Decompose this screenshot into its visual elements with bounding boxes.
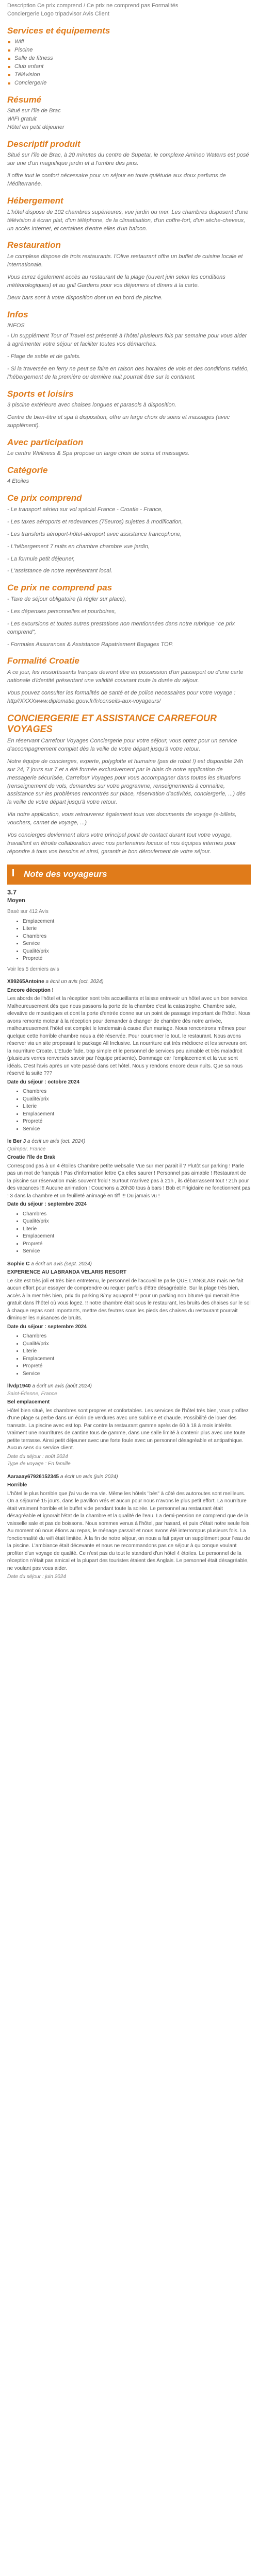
formalite-title: Formalité Croatie <box>7 656 79 666</box>
notes-header-bar <box>7 865 251 885</box>
review-item <box>7 1261 251 1378</box>
review-date-label: Date du séjour : juin 2024 <box>7 1574 66 1580</box>
service-item: Piscine <box>7 46 251 55</box>
review-date-label: Date du séjour : septembre 2024 <box>7 1324 87 1330</box>
review-item <box>7 978 251 1133</box>
prix-comprend-line: - L'hébergement 7 nuits en chambre chambre vue jardin, <box>7 543 150 550</box>
review-trip-type-label: Type de voyage : <box>7 1461 46 1467</box>
review-criterion: • Service <box>23 1370 251 1378</box>
formalite-paragraph: A ce jour, les ressortissants français devront être en possession d'un passeport ou d'une carte nationale d'identité présentant une validité couvrant toute la durée du séjour. <box>7 669 244 684</box>
restauration-title: Restauration <box>7 240 61 250</box>
review-body: Hôtel bien situé, les chambres sont propres et confortables. Les services de l'hôtel très bien, vous profitez d'une plage superbe dans un écrin de verdures avec une sublime et chaude. Possibilité de louer des transats. La piscine avec est top. Par contre la restaurant gamme après de 60 à 18 à mois intérêts vraiment une nourritures de cantine tous de gamme, dans une salle limité à contenir plus avec une toute petite terrasse. Ainsi petit déjeuner avec une forte foule avec un personnel désagréable et antipathique. Aucun sens du service client. <box>7 1408 249 1451</box>
review-author-line <box>7 1261 251 1268</box>
prix-ne-comprend-line: - Les excursions et toutes autres prestations non mentionnées dans notre rubrique "ce prix comprend", <box>7 620 235 635</box>
service-item: Conciergerie <box>7 79 251 88</box>
review-author: X99265Antoine <box>7 979 44 985</box>
prix-ne-comprend-line: - Formules Assurances & Assistance Rapatriement Bagages TOP. <box>7 641 173 648</box>
categorie-title: Catégorie <box>7 465 48 476</box>
see-all-reviews-link[interactable]: Voir les 5 derniers avis <box>7 966 59 972</box>
review-title: Croatie l'île de Brak <box>7 1155 55 1161</box>
conciergerie-paragraph: Notre équipe de concierges, experte, polyglotte et humaine (pas de robot !) est disponible 24h sur 24, 7 jours sur 7 et a été formée exclusivement par le biais de notre application de messagerie sécurisée, Carrefour Voyages pour vous accompagner dans toutes les situations (renseignement de vols, demandes sur votre programme, renseignements à connaitre, assistance sur les problèmes rencontrés sur place, réservation d'activités, conciergerie, ...) dès la veille de votre départ jusqu'à votre retour. <box>7 758 246 806</box>
service-item: Salle de fitness <box>7 55 251 63</box>
rating-label: Moyen <box>7 897 25 904</box>
review-item <box>7 1383 251 1468</box>
sports-paragraph: Centre de bien-être et spa à disposition, offre un large choix de soins et massages (avec supplément). <box>7 414 230 429</box>
review-item <box>7 1138 251 1256</box>
conciergerie-title: CONCIERGERIE ET ASSISTANCE CARREFOUR VOYAGES <box>7 713 217 735</box>
review-criterion: • Emplacement <box>23 1233 251 1241</box>
review-title: EXPERIENCE AU LABRANDA VELARIS RESORT <box>7 1269 126 1276</box>
review-author: Sophie C <box>7 1261 30 1267</box>
restauration-paragraph: Vous aurez également accès au restaurant de la plage (ouvert juin selon les conditions météorologiques) et au grill Gardens pour vos déjeuners et dîners à la carte. <box>7 274 225 289</box>
intro-line-1: Description Ce prix comprend / Ce prix ne comprend pas Formalités <box>7 3 179 9</box>
resume-line: WIFI gratuit <box>7 116 37 123</box>
rating-criterion: • Service <box>23 940 251 948</box>
intro-line-2: Conciergerie Logo tripadvisor Avis Client <box>7 10 109 17</box>
restauration-paragraph: Deux bars sont à votre disposition dont un en bord de piscine. <box>7 294 163 301</box>
review-body: Le site est très joli et très bien entretenu, le personnel de l'accueil te parle QUE L'ANGLAIS mais ne fait aucun effort pour essayer de comprendre ou requer parfois d'être désagréable. Sur la plage très bien, accès à la mer très bien, prix du parking 8/my aquaprof !!! pour un parking non bitumé qui merrait être gratuit dans l'hôtel où vous logez. !! notre chambre était sous le restaurant, les bruits des chaises sur le sol à chaque repas sont importants, mettre des feutres sous les pieds des chaises du restaurant pourrait diminuer les nuisances de bruits. <box>7 1278 251 1321</box>
conciergerie-paragraph: Vos concierges deviennent alors votre principal point de contact durant tout votre voyage, travaillant en étroite collaboration avec nos partenaires locaux et nos équipes internes pour répondre à tous vos besoins et ainsi, garantir le bon déroulement de votre séjour. <box>7 832 236 855</box>
review-author: llvdp1940 <box>7 1383 31 1389</box>
rating-criterion: • Qualité/prix <box>23 948 251 956</box>
prix-comprend-title: Ce prix comprend <box>7 493 82 503</box>
review-written: a écrit un avis (oct. 2024) <box>27 1139 86 1145</box>
review-author: Aaraaay67926152345 <box>7 1473 59 1480</box>
review-written: a écrit un avis (sept. 2024) <box>31 1261 92 1267</box>
rating-criterion: • Propreté <box>23 955 251 963</box>
review-date <box>7 1573 251 1581</box>
descriptif-paragraph: Situé sur l'île de Brac, à 20 minutes du centre de Supetar, le complexe Amineo Waterrs est posé sur une d'un magnifique jardin et à l'ombre des pins. <box>7 152 249 167</box>
review-criterion: • Literie <box>23 1226 251 1233</box>
prix-comprend-line: - Les taxes aéroports et redevances (75euros) sujettes à modification, <box>7 518 183 525</box>
review-body: L'hôtel le plus horrible que j'ai vu de ma vie. Même les hôtels "bés" à côté des autoroutes sont meilleurs. On a séjourné 15 jours, dans le pavillon vrés et aucun pour nous n'avons le plus petit effort. La nourriture était vraiment horrible et le buffet vide pendant toute la soirée. Le personnel au restaurant était désagréable et ignorait l'état de la chambre et la qualité de l'eau. La demi-pension ne comprend que de la vaisselle sale et pas de boissons. Nous sommes venus à l'hôtel, par hasard, et puis c'était notre seule fois. Au moment où nous étions au repas, le ménage passait et nous avons été interrompus plusieurs fois. La fonctionnalité du wifi était limitée. À la fin de notre séjour, on nous a fait payer un supplément pour l'eau de la piscine. L'ambiance était décevante et nous ne recommandons pas ce séjour à quiconque voulant profiter d'un voyage de qualité. Ce n'est pas du tout le standard d'un hôtel 4 étoiles. Le personnel de la réception n'était pas amical et la plupart des touristes étaient des Anglais. Le personnel était désagréable, ne voulant pas vous aider. <box>7 1490 251 1571</box>
resume-title: Résumé <box>7 94 42 105</box>
review-criteria-list <box>7 1088 251 1133</box>
prix-comprend-line: - La formule petit déjeuner, <box>7 555 75 562</box>
review-criterion: • Emplacement <box>23 1111 251 1118</box>
review-author-line <box>7 1138 251 1146</box>
hebergement-paragraph: L'hôtel dispose de 102 chambres supérieures, vue jardin ou mer. Les chambres disposent d'une télévision à écran plat, d'un téléphone, de la climatisation, d'un coffre-fort, d'un sèche-cheveux, un accès Internet, et certaines d'entre elles d'un balcon. <box>7 209 249 232</box>
descriptif-title: Descriptif produit <box>7 139 80 149</box>
resume-line: Situé sur l'île de Brac <box>7 108 61 114</box>
rating-criterion: • Emplacement <box>23 918 251 926</box>
review-criterion: • Chambres <box>23 1211 251 1218</box>
rating-criterion: • Chambres <box>23 933 251 941</box>
rating-criterion: • Literie <box>23 925 251 933</box>
review-written: a écrit un avis (août 2024) <box>32 1383 92 1389</box>
services-list <box>7 38 251 88</box>
resume-block <box>7 107 251 132</box>
infos-title: Infos <box>7 309 28 319</box>
services-title: Services et équipements <box>7 25 110 36</box>
review-criterion: • Propreté <box>23 1118 251 1126</box>
sports-paragraph: 3 piscine extérieure avec chaises longues et parasols à disposition. <box>7 401 176 408</box>
review-criterion: • Qualité/prix <box>23 1096 251 1104</box>
review-author-line <box>7 978 251 986</box>
rating-score: 3.7 <box>7 888 17 896</box>
conciergerie-paragraph: En réservant Carrefour Voyages Conciergerie pour votre séjour, vous optez pour un service d'accompagnement complet dès la veille de votre départ jusqu'à votre retour. <box>7 737 237 752</box>
review-written: a écrit un avis (oct. 2024) <box>45 979 104 985</box>
review-criteria-list <box>7 1333 251 1378</box>
review-date-label: Date du séjour : août 2024 <box>7 1453 68 1460</box>
review-criterion: • Service <box>23 1248 251 1256</box>
review-criterion: • Qualité/prix <box>23 1218 251 1226</box>
review-title: Bel emplacement <box>7 1399 50 1405</box>
review-criterion: • Literie <box>23 1103 251 1111</box>
service-item: Club enfant <box>7 63 251 71</box>
review-date-label: Date du séjour : octobre 2024 <box>7 1079 80 1085</box>
review-date-label: Date du séjour : septembre 2024 <box>7 1201 87 1208</box>
review-location: Saint-Étienne, France <box>7 1391 57 1397</box>
categorie-value: 4 Etoiles <box>7 478 29 485</box>
review-author: le Ber J <box>7 1139 26 1145</box>
conciergerie-paragraph: Via notre application, vous retrouverez également tous vos documents de voyage (e-billets, vouchers, carnet de voyage, ...) <box>7 811 237 826</box>
prix-ne-comprend-title: Ce prix ne comprend pas <box>7 583 112 593</box>
infos-subtitle: INFOS <box>7 322 25 329</box>
rating-summary <box>7 888 251 906</box>
review-title: Encore déception ! <box>7 987 54 993</box>
participation-paragraph: Le centre Wellness & Spa propose un large choix de soins et massages. <box>7 450 190 457</box>
notes-bar-icon <box>12 869 19 876</box>
review-body: Correspond pas à un 4 étoiles Chambre petite websalle Vue sur mer parait il ? Plutôt sur parking ! Parle pas un mot de français ! Pas d'information lettre Ça elles saurer ! Personnel pas aimable ! Restaurant de la piscine sur réservation mais souvent froid ! Surtout n'arrivez pas à 21h , ils débarrassent tout ! 21h pour des vacances !!! Aucune animation ! Couchons a 20h30 tous à bars ! Bob et Frigidaire ne fonctionnent pas ! 3 dans la chambre et un feuilleté animagé en tiff !!! Du jamais vu ! <box>7 1163 250 1199</box>
service-item: Wifi <box>7 38 251 46</box>
resume-line: Hôtel en petit déjeuner <box>7 124 64 131</box>
review-criterion: • Propreté <box>23 1363 251 1370</box>
infos-line: - Si la traversée en ferry ne peut se faire en raison des horaires de vols et des conditions météo, l'hébergement de la première ou dernière nuit pourrait être sur le continent. <box>7 365 249 380</box>
rating-criteria-list <box>7 918 251 963</box>
review-title: Horrible <box>7 1482 27 1488</box>
formalite-paragraph[interactable]: Vous pouvez consulter les formalités de santé et de police necessaires pour votre voyage : http//XXXXwww.diplomatie.gouv.fr/fr/conseils-aux-voyageurs/ <box>7 689 236 704</box>
review-date <box>7 1079 251 1087</box>
descriptif-paragraph: Il offre tout le confort nécessaire pour un séjour en toute quiétude aux doux parfums de Méditerranée. <box>7 173 226 188</box>
review-criterion: • Propreté <box>23 1241 251 1248</box>
prix-comprend-line: - L'assistance de notre représentant local. <box>7 568 112 574</box>
review-date <box>7 1324 251 1331</box>
rating-based-on: Basé sur 412 Avis <box>7 909 49 915</box>
review-criterion: • Chambres <box>23 1088 251 1096</box>
restauration-paragraph: Le complexe dispose de trois restaurants. l'Olive restaurant offre un buffet de cuisine locale et internationale. <box>7 253 243 268</box>
participation-title: Avec participation <box>7 437 84 447</box>
review-body: Les abords de l'hôtel et la réception sont très accueillants et laisse entrevoir un hôtel avec un bon service. Malheureusement dès que nous passons la porte de la chambre c'est la catastrophe. Chambre sale, elevative de moustiques et dont la porte d'entrée donne sur un point de passage important de l'hôtel. Nous avons remonte moteur à la réception pour demander à changer de chambre dès notre arrivée, malheureusement l'hôtel est complet le lendemain à cause d'un mariage. Nous rencontrons mêmes pour quelque cette horrible chambre nous a été réservée. Pour couronner le tout, le restaurant. Nous avons réserver via un site proposant le package All Inclusive. La nourriture est très médiocre et les serveurs ont la nourriture Croate. L'Etude fade, trop simple et le personnel de services peu aimable et très maladroit (plusieurs verres renversés savoir par l'équipe présente). Dommage car l'emplacement et la vue sont idéals. C'est l'avis après un vote passé dans cet hôtel. Nous y rendons encore deux nuits. Que sa nous réservé la suite ??? <box>7 996 251 1077</box>
prix-ne-comprend-line: - Taxe de séjour obligatoire (à régler sur place), <box>7 596 126 602</box>
review-item <box>7 1473 251 1581</box>
review-criterion: • Literie <box>23 1348 251 1355</box>
infos-line: - Un supplément Tour of Travel est présenté à l'hôtel plusieurs fois par semaine pour vous aider à agrémenter votre séjour et faciliter toutes vos démarches. <box>7 332 247 347</box>
review-criterion: • Chambres <box>23 1333 251 1341</box>
review-trip-type <box>7 1461 251 1468</box>
review-trip-type-value: En famille <box>47 1461 71 1467</box>
sports-title: Sports et loisirs <box>7 388 74 399</box>
prix-comprend-line: - Le transport aérien sur vol spécial France - Croatie - France, <box>7 506 163 513</box>
review-written: a écrit un avis (juin 2024) <box>60 1473 118 1480</box>
prix-comprend-line: - Les transferts aéroport-hôtel-aéroport avec assistance francophone, <box>7 531 182 537</box>
review-criterion: • Qualité/prix <box>23 1341 251 1348</box>
review-criterion: • Service <box>23 1126 251 1133</box>
review-criteria-list <box>7 1211 251 1256</box>
prix-ne-comprend-line: - Les dépenses personnelles et pourboires, <box>7 608 116 615</box>
review-author-line <box>7 1383 251 1391</box>
review-location: Quimper, France <box>7 1146 46 1152</box>
review-date <box>7 1453 251 1461</box>
review-date <box>7 1201 251 1209</box>
review-author-line <box>7 1473 251 1481</box>
hebergement-title: Hébergement <box>7 196 63 206</box>
notes-header-title: Note des voyageurs <box>24 869 107 879</box>
infos-line: - Plage de sable et de galets. <box>7 353 81 360</box>
review-criterion: • Emplacement <box>23 1355 251 1363</box>
service-item: Télévision <box>7 71 251 79</box>
